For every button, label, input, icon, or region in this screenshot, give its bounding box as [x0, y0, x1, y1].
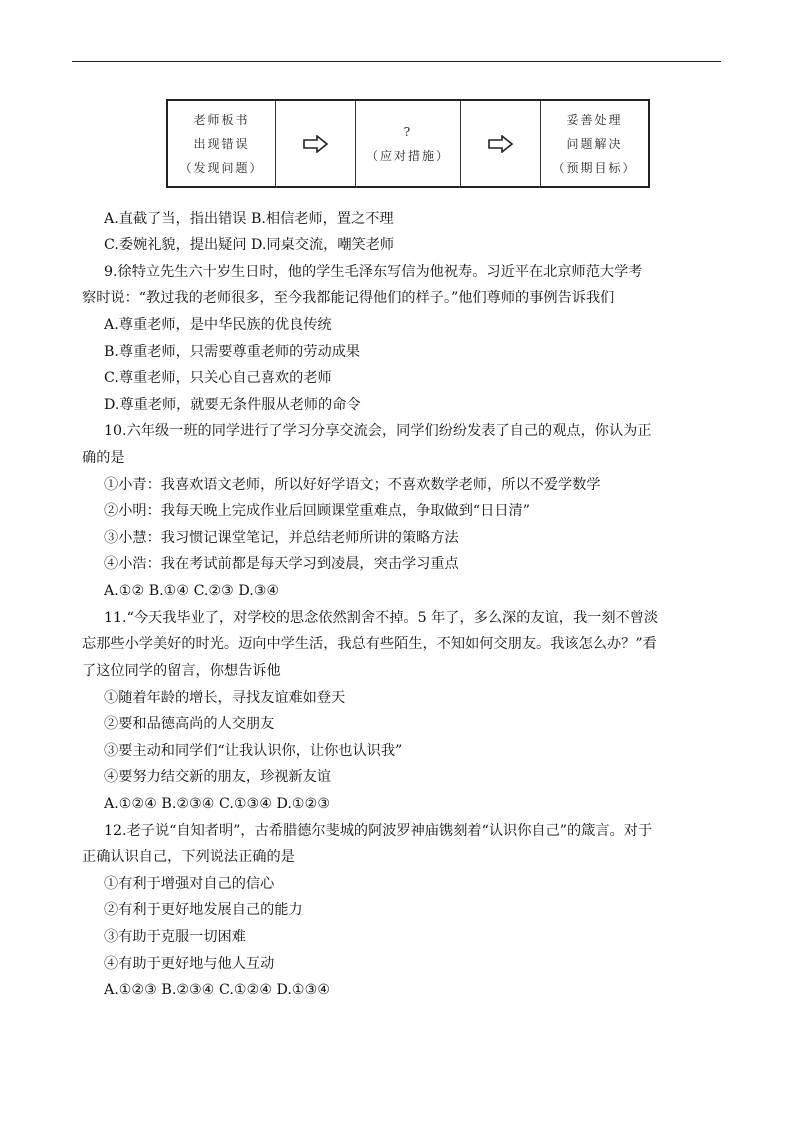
q8-option-ab: A.直截了当，指出错误 B.相信老师，置之不理 [104, 211, 394, 227]
q10-stem-cont: 确的是 [82, 450, 125, 466]
q8-option-cd: C.委婉礼貌，提出疑问 D.同桌交流，嘲笑老师 [104, 237, 395, 253]
q12-answers: A.①②③ B.②③④ C.①②④ D.①③④ [104, 982, 331, 998]
q12-item-2: ②有利于更好地发展自己的能力 [104, 902, 303, 918]
q11-item-1: ①随着年龄的增长，寻找友谊难如登天 [104, 690, 346, 706]
flow-arrow-icon [276, 101, 355, 186]
q11-stem-cont1: 忘那些小学美好的时光。迈向中学生活，我总有些陌生，不知如何交朋友。我该怎么办？”看 [82, 636, 657, 652]
q10-answers: A.①② B.①④ C.②③ D.③④ [104, 583, 280, 599]
q10-item-3: ③小慧：我习惯记课堂笔记，并总结老师所讲的策略方法 [104, 530, 459, 546]
q12-stem: 12.老子说“自知者明”，古希腊德尔斐城的阿波罗神庙镌刻着“认识你自己”的箴言。对于 [104, 823, 653, 839]
q9-option-a: A.尊重老师，是中华民族的优良传统 [104, 317, 332, 333]
flow-box-measure-line1: ? [403, 124, 413, 139]
q9-option-d: D.尊重老师，就要无条件服从老师的命令 [104, 397, 361, 413]
flow-box-goal-line1: 妥善处理 [566, 112, 623, 127]
flow-box-measure [355, 101, 461, 186]
q11-stem-cont2: 了这位同学的留言，你想告诉他 [82, 663, 281, 679]
q12-item-3: ③有助于克服一切困难 [104, 929, 246, 945]
q9-stem: 9.徐特立先生六十岁生日时，他的学生毛泽东写信为他祝寿。习近平在北京师范大学考 [104, 264, 643, 280]
flow-arrow-icon [461, 101, 540, 186]
q10-item-1: ①小青：我喜欢语文老师，所以好好学语文；不喜欢数学老师，所以不爱学数学 [104, 477, 601, 493]
q12-item-4: ④有助于更好地与他人互动 [104, 956, 275, 972]
q11-item-3: ③要主动和同学们“让我认识你，让你也认识我” [104, 743, 403, 759]
q9-stem-cont: 察时说：“教过我的老师很多，至今我都能记得他们的样子。”他们尊师的事例告诉我们 [82, 290, 615, 306]
q11-item-4: ④要努力结交新的朋友，珍视新友谊 [104, 769, 332, 785]
flow-box-goal-line3: （预期目标） [552, 160, 637, 175]
flow-box-measure-line2: （应对措施） [365, 148, 450, 163]
q9-option-c: C.尊重老师，只关心自己喜欢的老师 [104, 370, 332, 386]
q10-item-4: ④小浩：我在考试前都是每天学习到凌晨，突击学习重点 [104, 556, 459, 572]
q11-item-2: ②要和品德高尚的人交朋友 [104, 716, 275, 732]
flowchart [166, 99, 650, 188]
q11-stem: 11.“今天我毕业了，对学校的思念依然割舍不掉。5 年了，多么深的友谊，我一刻不曾淡 [104, 610, 659, 626]
flow-box-goal [540, 101, 648, 186]
flow-box-problem-line1: 老师板书 [193, 112, 250, 127]
flow-box-problem-line2: 出现错误 [193, 136, 250, 151]
flow-box-goal-line2: 问题解决 [566, 136, 623, 151]
q11-answers: A.①②④ B.②③④ C.①③④ D.①②③ [104, 796, 331, 812]
header-rule [72, 61, 721, 62]
flow-box-problem-line3: （发现问题） [179, 160, 264, 175]
flow-box-problem [168, 101, 276, 186]
q12-item-1: ①有利于增强对自己的信心 [104, 876, 275, 892]
q9-option-b: B.尊重老师，只需要尊重老师的劳动成果 [104, 344, 361, 360]
q12-stem-cont: 正确认识自己，下列说法正确的是 [82, 849, 295, 865]
q10-item-2: ②小明：我每天晚上完成作业后回顾课堂重难点，争取做到“日日清” [104, 503, 530, 519]
q10-stem: 10.六年级一班的同学进行了学习分享交流会，同学们纷纷发表了自己的观点，你认为正 [104, 423, 652, 439]
